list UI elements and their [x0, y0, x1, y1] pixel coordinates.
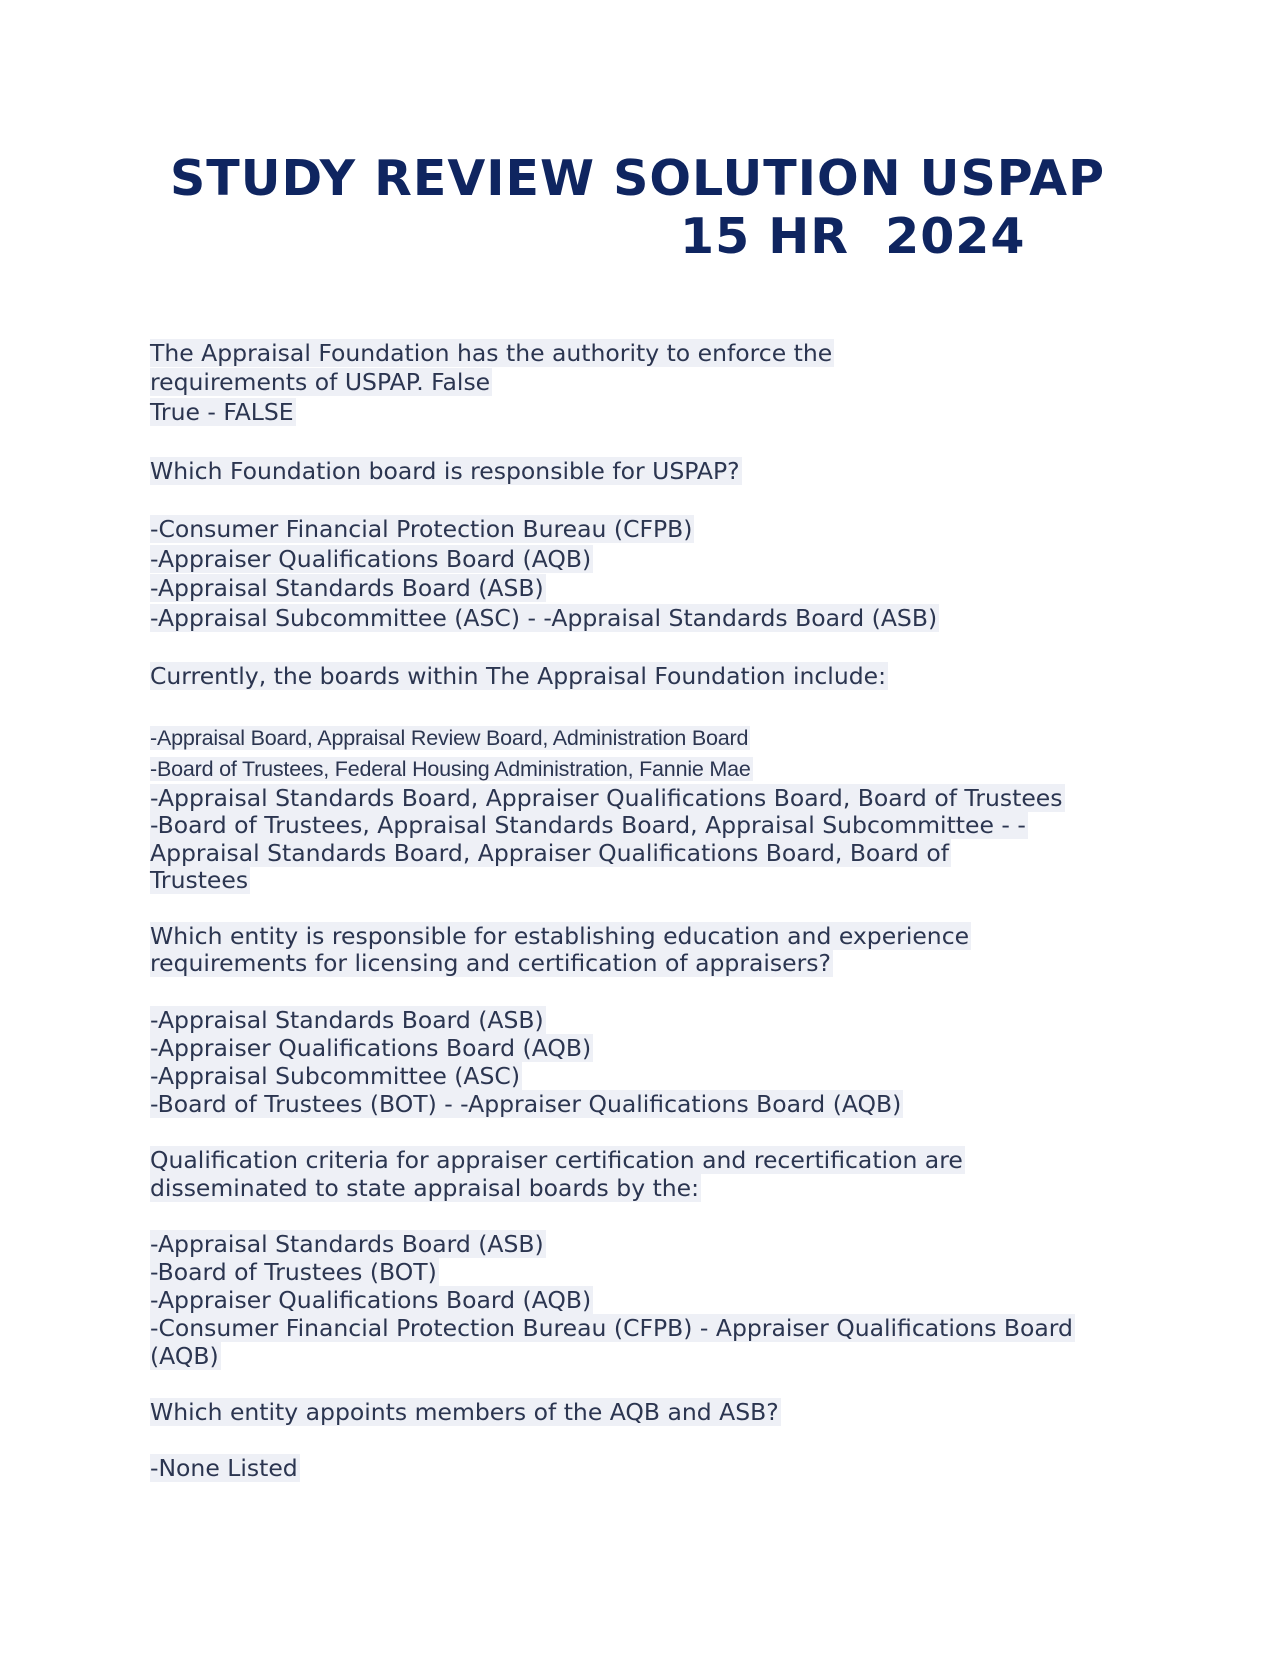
option-line: -Consumer Financial Protection Bureau (CFPB) [150, 515, 693, 544]
question-block-1 [150, 339, 1150, 427]
title-line-1: STUDY REVIEW SOLUTION USPAP [170, 150, 1106, 207]
option-line: -Appraisal Standards Board (ASB) [150, 1005, 544, 1034]
option-line: -Appraiser Qualifications Board (AQB) [150, 1285, 592, 1314]
answer-text: True - FALSE [150, 397, 294, 426]
question-block-6 [150, 1398, 1150, 1482]
option-line: -Appraisal Standards Board, Appraiser Qualifications Board, Board of Trustees [150, 783, 1063, 812]
option-line: -Appraisal Standards Board (ASB) [150, 1229, 544, 1258]
option-line: -Appraisal Subcommittee (ASC) [150, 1061, 520, 1090]
question-text: Which Foundation board is responsible for USPAP? [150, 456, 740, 485]
option-answer-line: -Board of Trustees, Appraisal Standards Board, Appraisal Subcommittee - - [150, 811, 1026, 840]
option-line: -Appraisal Board, Appraisal Review Board, Administration Board [150, 725, 749, 750]
question-text: requirements for licensing and certification of appraisers? [150, 949, 831, 978]
question-block-5 [150, 1146, 1150, 1370]
option-answer-line: -Consumer Financial Protection Bureau (CFPB) - Appraiser Qualifications Board [150, 1313, 1073, 1342]
question-text: Qualification criteria for appraiser certification and recertification are [150, 1145, 963, 1174]
question-text: disseminated to state appraisal boards by the: [150, 1173, 700, 1202]
option-answer-line: -Appraisal Subcommittee (ASC) - -Appraisal Standards Board (ASB) [150, 603, 938, 632]
question-block-2 [150, 457, 1150, 633]
question-text: requirements of USPAP. False [150, 368, 491, 397]
title-line-2: 15 HR 2024 [680, 208, 1026, 265]
option-line: -Appraisal Standards Board (ASB) [150, 574, 544, 603]
question-text: Which entity is responsible for establishing education and experience [150, 921, 970, 950]
question-block-3 [150, 662, 1150, 894]
question-text: Which entity appoints members of the AQB and ASB? [150, 1397, 779, 1426]
document-body [150, 339, 1150, 1482]
option-answer-line: -Board of Trustees (BOT) - -Appraiser Qualifications Board (AQB) [150, 1089, 902, 1118]
question-block-4 [150, 923, 1150, 1118]
option-line: -None Listed [150, 1453, 298, 1482]
document-title [0, 150, 1280, 266]
option-line: -Appraiser Qualifications Board (AQB) [150, 544, 592, 573]
option-answer-line: (AQB) [150, 1341, 219, 1370]
question-text: The Appraisal Foundation has the authority to enforce the [150, 339, 833, 367]
option-answer-line: Appraisal Standards Board, Appraiser Qualifications Board, Board of [150, 838, 949, 867]
option-answer-line: Trustees [150, 866, 249, 895]
question-text: Currently, the boards within The Appraisal Foundation include: [150, 662, 887, 691]
option-line: -Board of Trustees (BOT) [150, 1257, 437, 1286]
option-line: -Appraiser Qualifications Board (AQB) [150, 1033, 592, 1062]
option-line: -Board of Trustees, Federal Housing Administration, Fannie Mae [150, 756, 751, 781]
